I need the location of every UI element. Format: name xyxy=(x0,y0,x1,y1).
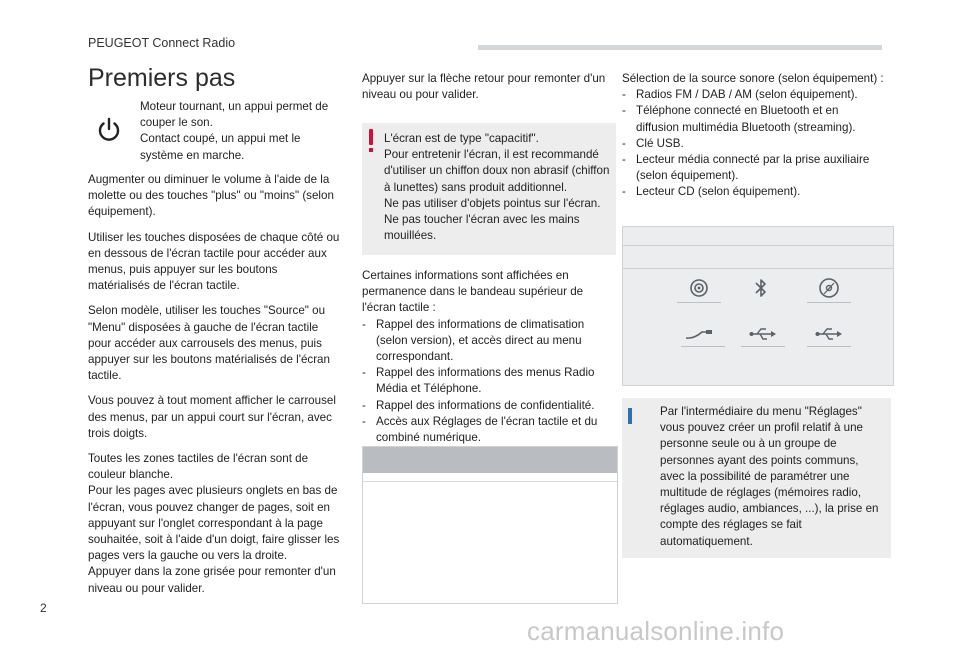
source-screen-illustration xyxy=(622,226,894,386)
list-item: - Rappel des informations de climatisation (selon version), et accès direct au menu correspondant. xyxy=(362,317,585,364)
radio-icon[interactable] xyxy=(679,273,719,303)
column-2-intro xyxy=(362,71,617,103)
watermark: carmanualsonline.info xyxy=(527,616,785,646)
power-note: Moteur tournant, un appui permet de couper le son. Contact coupé, un appui met le système en marche. xyxy=(140,100,329,162)
list-item: - Rappel des informations de confidentialité. xyxy=(362,398,595,412)
list-item: - Accès aux Réglages de l'écran tactile et du combiné numérique. xyxy=(362,414,598,445)
list-item: - Rappel des informations des menus Radio Média et Téléphone. xyxy=(362,366,595,396)
warning-box xyxy=(362,123,616,255)
column-1 xyxy=(88,172,340,606)
running-header: PEUGEOT Connect Radio xyxy=(88,36,236,50)
divider xyxy=(677,302,721,303)
divider xyxy=(807,302,851,303)
list-item: - Lecteur média connecté par la prise auxiliaire (selon équipement). xyxy=(622,153,870,183)
divider xyxy=(741,346,785,347)
divider xyxy=(681,346,725,347)
list-intro: Certaines informations sont affichées en permanence dans le bandeau supérieur de l'écran tactile : xyxy=(362,269,584,315)
bluetooth-icon[interactable] xyxy=(741,273,781,303)
grey-band xyxy=(363,447,617,473)
paragraph: Utiliser les touches disposées de chaque côté ou en dessous de l'écran tactile pour accéder aux menus, puis appuyer sur les boutons matérialisés de l'écran tactile. xyxy=(88,230,340,293)
screen-illustration-grey-zone xyxy=(362,446,618,604)
paragraph: Selon modèle, utiliser les touches "Source" ou "Menu" disposées à gauche de l'écran tactile pour accéder aux carrousels des menus, puis appuyer sur les boutons matérialisés de l'écran tactile. xyxy=(88,304,330,383)
section-title: Premiers pas xyxy=(88,64,236,92)
screen-subheader xyxy=(623,246,893,269)
aux-cable-icon[interactable] xyxy=(679,319,719,349)
column-3 xyxy=(622,71,884,201)
list-item: - Radios FM / DAB / AM (selon équipement). xyxy=(622,88,858,102)
paragraph: Appuyer sur la flèche retour pour remonter d'un niveau ou pour valider. xyxy=(362,72,606,102)
warning-icon xyxy=(369,129,374,152)
usb-icon[interactable] xyxy=(809,319,849,349)
screen-header xyxy=(623,227,893,246)
page-number: 2 xyxy=(40,601,47,615)
list-intro: Sélection de la source sonore (selon équipement) : xyxy=(622,72,884,85)
column-2-list xyxy=(362,268,617,446)
paragraph: Toutes les zones tactiles de l'écran sont de couleur blanche. Pour les pages avec plusieurs onglets en bas de l'écran, vous pouvez changer de pages, soit en appuyant sur l'onglet correspondant à la page souhaitée, soit à l'aide d'un doigt, faire glisser les pages vers la gauche ou vers la droite. Appuyer dans la zone grisée pour remonter d'un niveau ou pour valider. xyxy=(88,452,340,595)
paragraph: Augmenter ou diminuer le volume à l'aide de la molette ou des touches "plus" ou "moins" (selon équipement). xyxy=(88,173,334,219)
info-box xyxy=(622,398,891,558)
list-item: - Lecteur CD (selon équipement). xyxy=(622,185,801,199)
divider xyxy=(807,346,851,347)
info-text: Par l'intermédiaire du menu "Réglages" vous pouvez créer un profil relatif à une personne seule ou à un groupe de personnes ayant des points communs, avec la possibilité de paramétrer une multitude de réglages (mémoires radio, réglages audio, ambiances, ...), la prise en compte des réglages se fait automatiquement. xyxy=(660,405,879,548)
list-item: - Clé USB. xyxy=(622,136,684,150)
divider xyxy=(363,481,617,482)
header-rule xyxy=(478,45,882,50)
paragraph: Vous pouvez à tout moment afficher le carrousel des menus, par un appui court sur l'écran, avec trois doigts. xyxy=(88,394,336,440)
info-icon xyxy=(628,408,632,424)
usb-icon[interactable] xyxy=(743,319,783,349)
cd-icon[interactable] xyxy=(809,273,849,303)
power-icon xyxy=(95,116,123,144)
warning-text: L'écran est de type "capacitif". Pour entretenir l'écran, il est recommandé d'utiliser un chiffon doux non abrasif (chiffon à lunettes) sans produit additionnel. Ne pas utiliser d'objets pointus sur l'écran. Ne pas toucher l'écran avec les mains mouillées. xyxy=(384,132,610,243)
list-item: - Téléphone connecté en Bluetooth et en diffusion multimédia Bluetooth (streaming). xyxy=(622,104,856,134)
